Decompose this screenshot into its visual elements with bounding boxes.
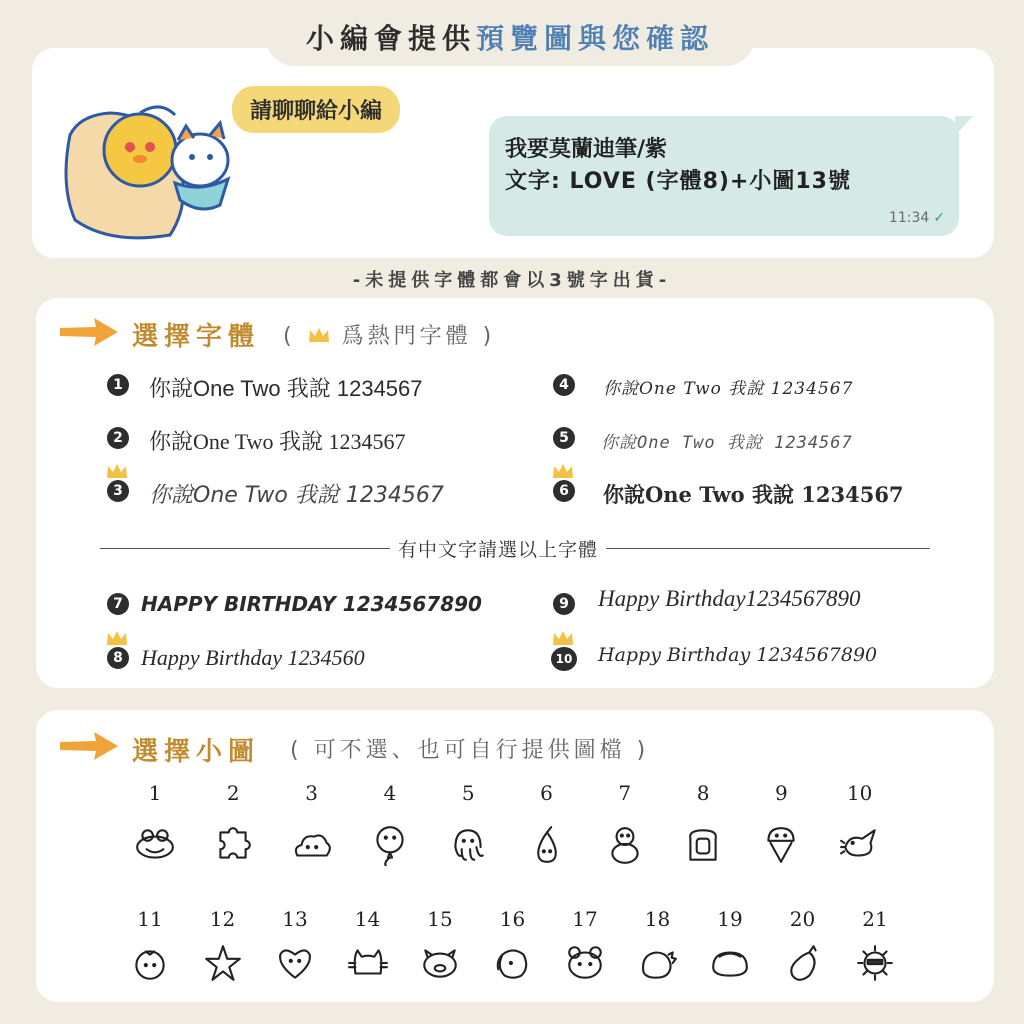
toast-doodle-icon[interactable] (682, 824, 724, 866)
font-sample-10[interactable]: Happy Birthday 1234567890 (598, 644, 878, 666)
icecream-doodle-icon[interactable] (760, 824, 802, 866)
bird-doodle-icon[interactable] (839, 824, 881, 866)
crown-icon (550, 463, 576, 479)
chat-line-2: 文字: LOVE (字體8)+小圖13號 (505, 169, 851, 194)
font-sample-7[interactable]: HAPPY BIRTHDAY 1234567890 (141, 592, 482, 616)
mascot-illustration (50, 95, 235, 245)
paren-close: ) (482, 324, 496, 349)
crown-icon (550, 630, 576, 646)
bear-doodle-icon[interactable] (564, 942, 606, 984)
sun-doodle-icon[interactable] (854, 942, 896, 984)
title-dark: 小編會提供 (305, 22, 476, 55)
icon-number-4: 4 (383, 781, 397, 805)
icon-number-16: 16 (499, 907, 526, 931)
title-blue: 預覽圖與您確認 (476, 22, 715, 55)
icon-number-7: 7 (618, 781, 632, 805)
arrow-icon (58, 729, 120, 763)
tomato-doodle-icon[interactable] (129, 942, 171, 984)
heart-doodle-icon[interactable] (274, 942, 316, 984)
font-sample-4[interactable]: 你說One Two 我說 1234567 (603, 379, 854, 399)
icon-number-6: 6 (540, 781, 553, 805)
snowman-doodle-icon[interactable] (604, 824, 646, 866)
hot-font-label: 爲熱門字體 (341, 324, 472, 349)
dinosaur-doodle-icon[interactable] (637, 942, 679, 984)
icon-section-title: 選擇小圖 (132, 737, 261, 767)
crown-icon (104, 463, 130, 479)
font-section-subtitle (283, 319, 495, 350)
font-number-10: 10 (551, 647, 577, 671)
arrow-icon (58, 315, 120, 349)
chat-time-text: 11:34 (888, 210, 930, 226)
bun-doodle-icon[interactable] (709, 942, 751, 984)
icon-number-1: 1 (148, 781, 162, 805)
icon-number-19: 19 (717, 907, 743, 931)
font-sample-2[interactable]: 你說One Two 我說 1234567 (149, 429, 406, 454)
pig-doodle-icon[interactable] (419, 942, 461, 984)
chat-time (889, 210, 945, 226)
crown-icon (104, 630, 130, 646)
font-number-1: 1 (107, 374, 129, 396)
icon-number-5: 5 (461, 781, 475, 805)
chat-pill: 請聊聊給小編 (232, 86, 400, 133)
divider-label: 有中文字請選以上字體 (390, 535, 606, 562)
icon-number-8: 8 (696, 781, 710, 805)
default-font-note: -未提供字體都會以3號字出貨- (352, 270, 672, 291)
font-number-7: 7 (107, 593, 129, 615)
font-number-3: 3 (107, 480, 129, 502)
crown-icon (307, 326, 331, 344)
cat-doodle-icon[interactable] (347, 942, 389, 984)
cloud-doodle-icon[interactable] (291, 824, 333, 866)
dog-doodle-icon[interactable] (492, 942, 534, 984)
font-number-2: 2 (107, 427, 129, 449)
icon-number-13: 13 (282, 907, 308, 931)
icon-number-10: 10 (846, 781, 873, 805)
puzzle-doodle-icon[interactable] (212, 824, 254, 866)
frog-doodle-icon[interactable] (134, 824, 176, 866)
icon-number-11: 11 (137, 907, 163, 931)
page-title (265, 8, 755, 66)
font-number-4: 4 (553, 374, 575, 396)
font-sample-9[interactable]: Happy Birthday1234567890 (598, 586, 861, 611)
icon-number-9: 9 (775, 781, 788, 805)
icon-number-20: 20 (789, 907, 816, 931)
icon-number-14: 14 (354, 907, 381, 931)
font-sample-1[interactable]: 你說One Two 我說 1234567 (149, 376, 423, 401)
icon-number-3: 3 (305, 781, 318, 805)
font-number-8: 8 (107, 647, 129, 669)
star-doodle-icon[interactable] (202, 942, 244, 984)
paren-open: ( (283, 324, 296, 349)
icon-section-subtitle: ( 可不選、也可自行提供圖檔 ) (290, 738, 650, 763)
icon-number-21: 21 (862, 907, 888, 931)
check-icon: ✓ (933, 210, 945, 226)
font-sample-5[interactable]: 你說One Two 我說 1234567 (601, 433, 853, 453)
icon-number-17: 17 (572, 907, 598, 931)
icon-number-2: 2 (226, 781, 240, 805)
balloon-doodle-icon[interactable] (369, 824, 411, 866)
font-sample-6[interactable]: 你說One Two 我說 1234567 (603, 482, 904, 507)
chat-line-1: 我要莫蘭迪筆/紫 (505, 137, 668, 162)
font-sample-8[interactable]: Happy Birthday 1234560 (141, 645, 365, 670)
octopus-doodle-icon[interactable] (447, 824, 489, 866)
font-section-title: 選擇字體 (132, 322, 261, 352)
font-number-5: 5 (553, 427, 575, 449)
eggplant-doodle-icon[interactable] (782, 942, 824, 984)
font-number-6: 6 (553, 480, 575, 502)
icon-number-18: 18 (644, 907, 671, 931)
chat-bubble (489, 116, 959, 236)
font-sample-3[interactable]: 你說One Two 我說 1234567 (149, 483, 444, 508)
icon-number-12: 12 (209, 907, 236, 931)
font-number-9: 9 (553, 593, 575, 615)
icon-number-15: 15 (427, 907, 453, 931)
pear-doodle-icon[interactable] (526, 824, 568, 866)
